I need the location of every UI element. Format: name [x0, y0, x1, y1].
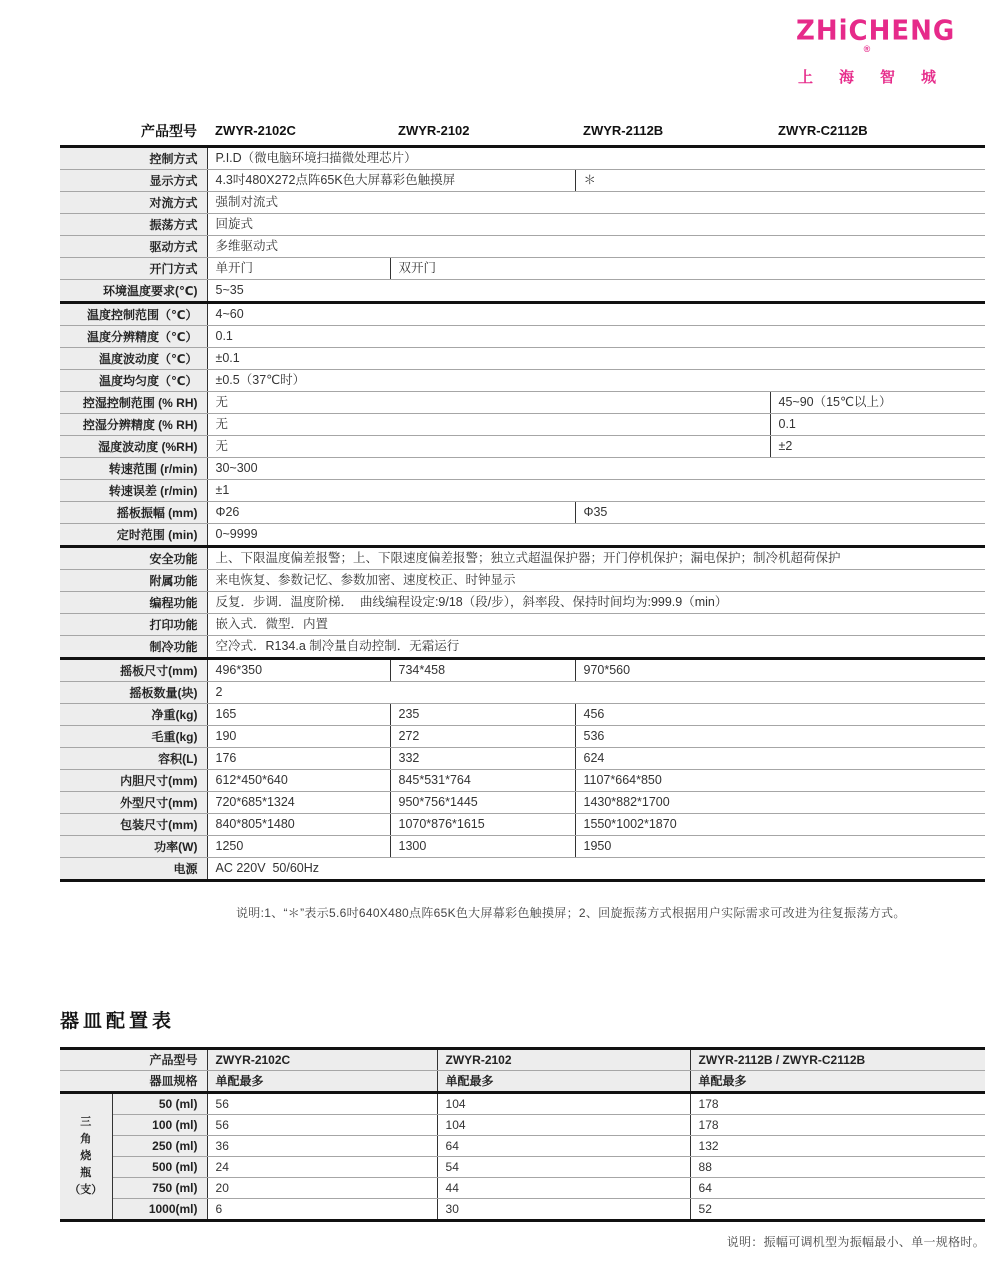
- spec-cell: ±2: [770, 436, 985, 458]
- spec-row: [60, 858, 985, 881]
- spec-row-label: 温度分辨精度（℃）: [60, 326, 207, 348]
- brand-wordmark: [796, 15, 956, 62]
- spec-row-label: 制冷功能: [60, 636, 207, 659]
- spec-row-label: 功率(W): [60, 836, 207, 858]
- spec-row-label: 振荡方式: [60, 214, 207, 236]
- vessel-table: [60, 1047, 985, 1222]
- brand-subtitle-char: 海: [838, 69, 854, 86]
- spec-row-label: 转速范围 (r/min): [60, 458, 207, 480]
- vessel-cell: 56: [207, 1093, 437, 1115]
- spec-row: [60, 326, 985, 348]
- spec-cell: 0.1: [770, 414, 985, 436]
- spec-cell: 612*450*640: [207, 770, 390, 792]
- spec-row: [60, 814, 985, 836]
- spec-cell: 734*458: [390, 659, 575, 682]
- vessel-header-label: 产品型号: [60, 1049, 207, 1071]
- spec-row: [60, 570, 985, 592]
- vessel-row: [60, 1199, 985, 1221]
- spec-cell: 190: [207, 726, 390, 748]
- vessel-subheader-row: [60, 1071, 985, 1093]
- spec-cell: 1430*882*1700: [575, 792, 985, 814]
- vessel-header-row: [60, 1049, 985, 1071]
- spec-cell: ±0.5（37℃时）: [207, 370, 985, 392]
- vessel-cell: 178: [690, 1093, 985, 1115]
- vessel-cell: 54: [437, 1157, 690, 1178]
- spec-row: [60, 726, 985, 748]
- spec-cell: 970*560: [575, 659, 985, 682]
- spec-row: [60, 370, 985, 392]
- vessel-cell: 104: [437, 1115, 690, 1136]
- vessel-cell: 56: [207, 1115, 437, 1136]
- spec-row-label: 附属功能: [60, 570, 207, 592]
- vessel-size-label: 250 (ml): [112, 1136, 207, 1157]
- spec-cell: 回旋式: [207, 214, 985, 236]
- spec-row-label: 摇板尺寸(mm): [60, 659, 207, 682]
- model-name: ZWYR-2112B / ZWYR-C2112B: [690, 1049, 985, 1071]
- spec-row-label: 控制方式: [60, 147, 207, 170]
- spec-cell: 272: [390, 726, 575, 748]
- spec-row-label: 温度控制范围（℃）: [60, 303, 207, 326]
- spec-row: [60, 170, 985, 192]
- spec-row-label: 显示方式: [60, 170, 207, 192]
- spec-row: [60, 480, 985, 502]
- spec-row: [60, 258, 985, 280]
- spec-row-label: 控湿分辨精度 (% RH): [60, 414, 207, 436]
- brand-subtitle-char: 城: [920, 69, 936, 86]
- spec-cell: ±0.1: [207, 348, 985, 370]
- spec-row: [60, 147, 985, 170]
- vessel-table-section: [60, 1006, 985, 1250]
- spec-row-label: 环境温度要求(℃): [60, 280, 207, 303]
- vessel-group-label-char: 瓶: [80, 1167, 92, 1180]
- vessel-group-label-char: 三: [80, 1115, 92, 1128]
- model-name: ZWYR-2112B: [575, 120, 770, 147]
- spec-row: [60, 502, 985, 524]
- spec-header-row: [60, 120, 985, 147]
- spec-row-label: 控湿控制范围 (% RH): [60, 392, 207, 414]
- spec-cell: 2: [207, 682, 985, 704]
- vessel-subheader-label: 器皿规格: [60, 1071, 207, 1093]
- spec-row-label: 温度波动度（℃）: [60, 348, 207, 370]
- spec-cell: 双开门: [390, 258, 985, 280]
- spec-cell: 950*756*1445: [390, 792, 575, 814]
- spec-row-label: 温度均匀度（℃）: [60, 370, 207, 392]
- spec-cell: P.I.D（微电脑环境扫描微处理芯片）: [207, 147, 985, 170]
- spec-cell: 720*685*1324: [207, 792, 390, 814]
- spec-cell: 30~300: [207, 458, 985, 480]
- spec-row: [60, 547, 985, 570]
- vessel-cell: 178: [690, 1115, 985, 1136]
- spec-row-label: 摇板振幅 (mm): [60, 502, 207, 524]
- spec-cell: Φ35: [575, 502, 985, 524]
- spec-header-label: 产品型号: [60, 120, 207, 147]
- spec-table: [60, 120, 985, 882]
- spec-row: [60, 592, 985, 614]
- spec-row: [60, 636, 985, 659]
- vessel-subheader-value: 单配最多: [437, 1071, 690, 1093]
- spec-row-label: 转速误差 (r/min): [60, 480, 207, 502]
- spec-row-label: 编程功能: [60, 592, 207, 614]
- spec-cell: 无: [207, 436, 770, 458]
- spec-cell: 强制对流式: [207, 192, 985, 214]
- spec-row: [60, 748, 985, 770]
- vessel-subheader-value: 单配最多: [207, 1071, 437, 1093]
- spec-row-label: 驱动方式: [60, 236, 207, 258]
- spec-row: [60, 770, 985, 792]
- brand-subtitle-char: 智: [879, 69, 895, 86]
- spec-cell: 845*531*764: [390, 770, 575, 792]
- spec-cell: 4.3吋480X272点阵65K色大屏幕彩色触摸屏: [207, 170, 575, 192]
- spec-cell: 无: [207, 414, 770, 436]
- vessel-cell: 64: [690, 1178, 985, 1199]
- spec-cell: 45~90（15℃以上）: [770, 392, 985, 414]
- spec-row-label: 对流方式: [60, 192, 207, 214]
- spec-cell: 嵌入式．微型．内置: [207, 614, 985, 636]
- vessel-row: [60, 1157, 985, 1178]
- spec-cell: 5~35: [207, 280, 985, 303]
- vessel-size-label: 50 (ml): [112, 1093, 207, 1115]
- vessel-note: 说明：振幅可调机型为振幅最小、单一规格时。: [726, 1235, 985, 1249]
- spec-cell: ±1: [207, 480, 985, 502]
- spec-cell: 235: [390, 704, 575, 726]
- spec-cell: 496*350: [207, 659, 390, 682]
- vessel-row: [60, 1093, 985, 1115]
- vessel-cell: 20: [207, 1178, 437, 1199]
- spec-cell: 4~60: [207, 303, 985, 326]
- spec-row-label: 定时范围 (min): [60, 524, 207, 547]
- spec-row: [60, 682, 985, 704]
- spec-cell: AC 220V 50/60Hz: [207, 858, 985, 881]
- spec-cell: 来电恢复、参数记忆、参数加密、速度校正、时钟显示: [207, 570, 985, 592]
- spec-row-label: 安全功能: [60, 547, 207, 570]
- vessel-cell: 44: [437, 1178, 690, 1199]
- registered-trademark-icon: ®: [863, 44, 871, 54]
- brand-logo: [796, 15, 956, 87]
- spec-row-label: 包装尺寸(mm): [60, 814, 207, 836]
- spec-row-label: 湿度波动度 (%RH): [60, 436, 207, 458]
- vessel-cell: 64: [437, 1136, 690, 1157]
- spec-cell: 456: [575, 704, 985, 726]
- vessel-cell: 52: [690, 1199, 985, 1221]
- spec-cell: 1300: [390, 836, 575, 858]
- spec-row-label: 电源: [60, 858, 207, 881]
- spec-row: [60, 792, 985, 814]
- spec-cell: 1107*664*850: [575, 770, 985, 792]
- model-name: ZWYR-C2112B: [770, 120, 985, 147]
- vessel-subheader-value: 单配最多: [690, 1071, 985, 1093]
- spec-row: [60, 280, 985, 303]
- vessel-cell: 104: [437, 1093, 690, 1115]
- vessel-cell: 132: [690, 1136, 985, 1157]
- spec-cell: 165: [207, 704, 390, 726]
- spec-cell: 0~9999: [207, 524, 985, 547]
- spec-row-label: 内胆尺寸(mm): [60, 770, 207, 792]
- spec-row: [60, 214, 985, 236]
- model-name: ZWYR-2102: [437, 1049, 690, 1071]
- vessel-group-label-char: 角: [80, 1132, 92, 1145]
- model-name: ZWYR-2102C: [207, 120, 390, 147]
- brand-subtitle-char: 上: [798, 69, 814, 86]
- spec-cell: 单开门: [207, 258, 390, 280]
- spec-row: [60, 192, 985, 214]
- spec-row-label: 外型尺寸(mm): [60, 792, 207, 814]
- spec-cell: 无: [207, 392, 770, 414]
- spec-cell: 0.1: [207, 326, 985, 348]
- spec-row: [60, 348, 985, 370]
- spec-row: [60, 836, 985, 858]
- spec-row: [60, 414, 985, 436]
- spec-row-label: 开门方式: [60, 258, 207, 280]
- vessel-row: [60, 1115, 985, 1136]
- vessel-size-label: 100 (ml): [112, 1115, 207, 1136]
- spec-cell: 624: [575, 748, 985, 770]
- vessel-cell: 24: [207, 1157, 437, 1178]
- model-name: ZWYR-2102: [390, 120, 575, 147]
- spec-cell: 1550*1002*1870: [575, 814, 985, 836]
- vessel-group-label-char: （支）: [69, 1184, 103, 1197]
- spec-table-section: [60, 120, 985, 921]
- spec-row-label: 打印功能: [60, 614, 207, 636]
- spec-cell: 多维驱动式: [207, 236, 985, 258]
- spec-row: [60, 303, 985, 326]
- spec-cell: ＊: [575, 170, 985, 192]
- spec-cell: 176: [207, 748, 390, 770]
- spec-row-label: 毛重(kg): [60, 726, 207, 748]
- spec-row: [60, 704, 985, 726]
- spec-cell: 332: [390, 748, 575, 770]
- spec-row: [60, 392, 985, 414]
- spec-row: [60, 436, 985, 458]
- brand-name-text: ZHiCHENG: [796, 15, 956, 47]
- spec-cell: 空冷式．R134.a 制冷量自动控制．无霜运行: [207, 636, 985, 659]
- vessel-row: [60, 1178, 985, 1199]
- spec-row: [60, 524, 985, 547]
- vessel-table-title: 器皿配置表: [60, 1011, 176, 1032]
- vessel-cell: 30: [437, 1199, 690, 1221]
- spec-cell: 840*805*1480: [207, 814, 390, 836]
- spec-row-label: 容积(L): [60, 748, 207, 770]
- spec-note: 说明:1、“＊”表示5.6吋640X480点阵65K色大屏幕彩色触摸屏；2、回旋振荡方式根据用户实际需求可改进为往复振荡方式。: [236, 906, 906, 920]
- spec-row: [60, 659, 985, 682]
- vessel-cell: 36: [207, 1136, 437, 1157]
- spec-row-label: 摇板数量(块): [60, 682, 207, 704]
- spec-cell: 1250: [207, 836, 390, 858]
- spec-cell: 1070*876*1615: [390, 814, 575, 836]
- vessel-group-label-char: 烧: [80, 1149, 92, 1162]
- spec-cell: Φ26: [207, 502, 575, 524]
- vessel-size-label: 1000(ml): [112, 1199, 207, 1221]
- spec-row: [60, 236, 985, 258]
- vessel-cell: 6: [207, 1199, 437, 1221]
- model-name: ZWYR-2102C: [207, 1049, 437, 1071]
- vessel-cell: 88: [690, 1157, 985, 1178]
- brand-subtitle: [796, 66, 938, 87]
- spec-row: [60, 614, 985, 636]
- spec-cell: 536: [575, 726, 985, 748]
- vessel-size-label: 750 (ml): [112, 1178, 207, 1199]
- spec-cell: 上、下限温度偏差报警；上、下限速度偏差报警；独立式超温保护器；开门停机保护；漏电保护；制冷机超荷保护: [207, 547, 985, 570]
- spec-row: [60, 458, 985, 480]
- vessel-row: [60, 1136, 985, 1157]
- spec-cell: 1950: [575, 836, 985, 858]
- vessel-group-label: [60, 1093, 112, 1221]
- spec-row-label: 净重(kg): [60, 704, 207, 726]
- vessel-size-label: 500 (ml): [112, 1157, 207, 1178]
- spec-cell: 反复．步调．温度阶梯． 曲线编程设定:9/18（段/步），斜率段、保持时间均为:999.9（min）: [207, 592, 985, 614]
